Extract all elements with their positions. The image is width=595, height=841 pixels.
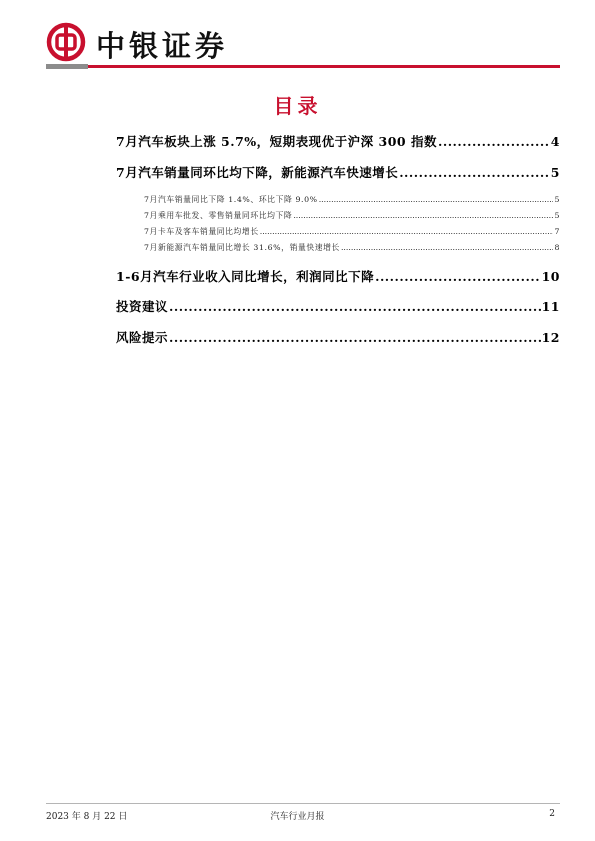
toc-entry-page: 4 bbox=[550, 134, 560, 149]
brand-name: 中银证券 bbox=[96, 29, 229, 63]
toc-entry-text: 7月汽车销量同环比均下降，新能源汽车快速增长 bbox=[116, 165, 399, 180]
footer-divider bbox=[46, 803, 560, 804]
toc-entry[interactable] bbox=[116, 132, 560, 150]
toc-entry-page: 5 bbox=[554, 211, 560, 220]
toc-leader-dots bbox=[293, 211, 553, 220]
header-divider bbox=[46, 64, 560, 69]
toc-entry-text: 7月新能源汽车销量同比增长 31.6%，销量快速增长 bbox=[144, 243, 340, 252]
toc-entry[interactable] bbox=[116, 163, 560, 181]
toc-entry-page: 5 bbox=[554, 195, 560, 204]
toc-subentry[interactable] bbox=[144, 210, 560, 221]
toc-subentry[interactable] bbox=[144, 226, 560, 237]
footer-date: 2023 年 8 月 22 日 bbox=[46, 812, 128, 822]
toc-entry-page: 5 bbox=[550, 165, 560, 180]
footer-report-name: 汽车行业月报 bbox=[270, 812, 325, 822]
toc-entry-page: 7 bbox=[554, 227, 560, 236]
toc-subentry[interactable] bbox=[144, 242, 560, 253]
toc-subentry[interactable] bbox=[144, 194, 560, 205]
toc-entry-text: 7月乘用车批发、零售销量同环比均下降 bbox=[144, 211, 293, 220]
toc-entry-text: 1-6月汽车行业收入同比增长，利润同比下降 bbox=[116, 269, 375, 284]
toc-entry[interactable] bbox=[116, 267, 560, 285]
toc-entry[interactable] bbox=[116, 328, 560, 346]
toc-entry-text: 7月卡车及客车销量同比均增长 bbox=[144, 227, 259, 236]
toc-leader-dots bbox=[260, 227, 554, 236]
footer-page-number: 2 bbox=[549, 809, 555, 819]
toc-leader-dots bbox=[169, 299, 541, 314]
toc-entry[interactable] bbox=[116, 297, 560, 315]
page-header bbox=[46, 22, 560, 68]
toc-entry-text: 7月汽车销量同比下降 1.4%、环比下降 9.0% bbox=[144, 195, 318, 204]
toc-leader-dots bbox=[438, 134, 550, 149]
toc-leader-dots bbox=[169, 330, 541, 345]
toc-entry-text: 风险提示 bbox=[116, 330, 169, 345]
toc-entry-page: 8 bbox=[554, 243, 560, 252]
toc-entry-page: 11 bbox=[541, 299, 560, 314]
toc-entry-text: 7月汽车板块上涨 5.7%，短期表现优于沪深 300 指数 bbox=[116, 134, 437, 149]
bank-of-china-logo-icon bbox=[46, 22, 86, 62]
toc-entry-page: 12 bbox=[541, 330, 560, 345]
toc-title: 目录 bbox=[273, 94, 322, 118]
toc-entry-text: 投资建议 bbox=[116, 299, 169, 314]
toc-entry-page: 10 bbox=[541, 269, 560, 284]
toc-leader-dots bbox=[319, 195, 554, 204]
toc-leader-dots bbox=[375, 269, 541, 284]
toc-leader-dots bbox=[399, 165, 550, 180]
toc-leader-dots bbox=[341, 243, 553, 252]
